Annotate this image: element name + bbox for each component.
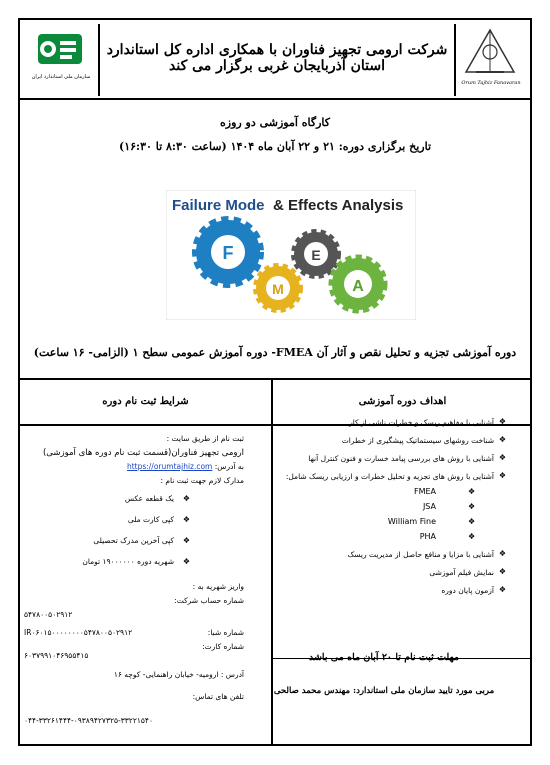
fmea-banner (166, 190, 416, 320)
registration-address-line: به آدرس: https://orumtajhiz.com (126, 462, 244, 471)
workshop-title: کارگاه آموزشی دو روزه (220, 116, 330, 129)
goal-item: ❖ آشنایی با مفاهیم ریسک و خطرات ناشی از کار (349, 417, 506, 427)
goal-item: ❖ آشنایی با روش های بررسی پیامد خسارت و فنون کنترل آنها (308, 453, 506, 463)
document-item: ❖ شهریه دوره ۱۹۰۰۰۰۰۰ تومان (24, 551, 244, 572)
company-logo (454, 24, 526, 96)
fee-title: واریز شهریه به : (192, 582, 244, 591)
gear-a-icon (332, 258, 384, 310)
diamond-bullet-icon: ❖ (182, 494, 190, 503)
diamond-bullet-icon: ❖ (498, 435, 506, 444)
card-label: شماره کارت: (202, 642, 244, 651)
website-link[interactable]: https://orumtajhiz.com (126, 462, 213, 471)
phones-label: تلفن های تماس: (192, 692, 244, 701)
banner-title-part2: & Effects Analysis (273, 197, 404, 214)
tripod-logo-icon (456, 24, 524, 80)
diamond-bullet-icon: ❖ (468, 532, 476, 541)
diamond-bullet-icon: ❖ (498, 471, 506, 480)
header (20, 20, 530, 100)
gear-f-letter: F (222, 243, 234, 263)
company-title: شرکت ارومی تجهیز فناوران با همکاری اداره کل استاندارد استان آذربایجان غربی برگزار می کند (106, 42, 448, 74)
diamond-bullet-icon: ❖ (498, 549, 506, 558)
documents-title: مدارک لازم جهت ثبت نام : (160, 476, 244, 485)
title-section (20, 100, 530, 380)
sheba-label: شماره شبا: (207, 628, 244, 637)
registration-info (24, 432, 244, 728)
registration-site-name: ارومی تجهیز فناوران(قسمت ثبت نام دوره های آموزشی) (42, 448, 244, 458)
document-item: ❖ کپی کارت ملی (24, 509, 244, 530)
diamond-bullet-icon: ❖ (498, 567, 506, 576)
iso-logo (24, 24, 100, 96)
diamond-bullet-icon: ❖ (182, 536, 190, 545)
goal-item: ❖ نمایش فیلم آموزشی (429, 567, 506, 577)
standard-logo-icon (24, 24, 96, 92)
gear-m-letter: M (272, 281, 284, 297)
card-number: ۶۰۳۷۹۹۱۰۴۶۹۵۵۴۱۵ (24, 651, 89, 660)
goals-heading: اهداف دوره آموزشی (358, 396, 447, 407)
phone-numbers: ۰۴۴-۳۳۲۶۱۴۴۴-۰۹۳۸۹۴۲۷۳۲۵-۳۳۲۲۱۵۴۰ (24, 716, 153, 725)
goal-subitem: PHA ❖ (419, 532, 476, 541)
gear-e-letter: E (311, 247, 321, 263)
goals-list (262, 418, 506, 604)
trainer-info: مربی مورد تایید سازمان ملی استاندارد: مهندس محمد صالحی (273, 686, 495, 696)
office-address: آدرس : ارومیه- خیابان راهنمایی- کوچه ۱۶ (113, 670, 244, 679)
diamond-bullet-icon: ❖ (498, 453, 506, 462)
sheba-number: IR۰۶۰۱۵۰۰۰۰۰۰۰۰۵۴۷۸۰۰۵۰۲۹۱۲ (24, 628, 133, 637)
gear-e-icon (294, 232, 338, 276)
account-number: ۵۴۷۸۰۰۵۰۲۹۱۲ (24, 610, 73, 619)
document-item: ❖ کپی آخرین مدرک تحصیلی (24, 530, 244, 551)
diamond-bullet-icon: ❖ (468, 502, 476, 511)
gear-f-icon (196, 220, 260, 284)
iso-logo-caption: سازمان ملی استاندارد ایران (31, 74, 91, 80)
gear-m-icon (256, 266, 300, 310)
document-item: ❖ یک قطعه عکس (24, 488, 244, 509)
company-logo-caption: Orum Tajhiz Fanavaran (461, 80, 521, 86)
registration-deadline: مهلت ثبت نام تا ۲۰ آبان ماه می باشد (308, 652, 460, 663)
goal-subitem: JSA ❖ (422, 502, 476, 511)
banner-title-part1: Failure Mode (172, 197, 265, 214)
goal-item: ❖ شناخت روشهای سیستماتیک پیشگیری از خطرات (341, 435, 506, 445)
account-label: شماره حساب شرکت: (174, 596, 244, 605)
registration-heading: شرایط ثبت نام دوره (102, 396, 189, 407)
diamond-bullet-icon: ❖ (498, 417, 506, 426)
diamond-bullet-icon: ❖ (182, 515, 190, 524)
diamond-bullet-icon: ❖ (498, 585, 506, 594)
goal-subitem: William Fine ❖ (387, 517, 476, 526)
diamond-bullet-icon: ❖ (468, 487, 476, 496)
registration-line: ثبت نام از طریق سایت : (166, 434, 244, 443)
course-date: تاریخ برگزاری دوره: ۲۱ و ۲۲ آبان ماه ۱۴۰۴ (ساعت ۸:۳۰ تا ۱۶:۳۰) (118, 140, 432, 153)
goal-item: ❖ آزمون پایان دوره (441, 585, 506, 595)
course-title: دوره آموزشی تجزیه و تحلیل نقص و آثار آن FMEA- دوره آموزش عمومی سطح ۱ (الزامی- ۱۶ ساعت) (33, 346, 517, 359)
goal-item: ❖ آشنایی با روش های تجزیه و تحلیل خطرات و ارزیابی ریسک شامل: (285, 471, 506, 481)
goal-item: ❖ آشنایی با مزایا و منافع حاصل از مدیریت ریسک (347, 549, 506, 559)
gear-a-letter: A (352, 278, 364, 295)
diamond-bullet-icon: ❖ (468, 517, 476, 526)
diamond-bullet-icon: ❖ (182, 557, 190, 566)
goal-subitem: FMEA ❖ (413, 487, 476, 496)
